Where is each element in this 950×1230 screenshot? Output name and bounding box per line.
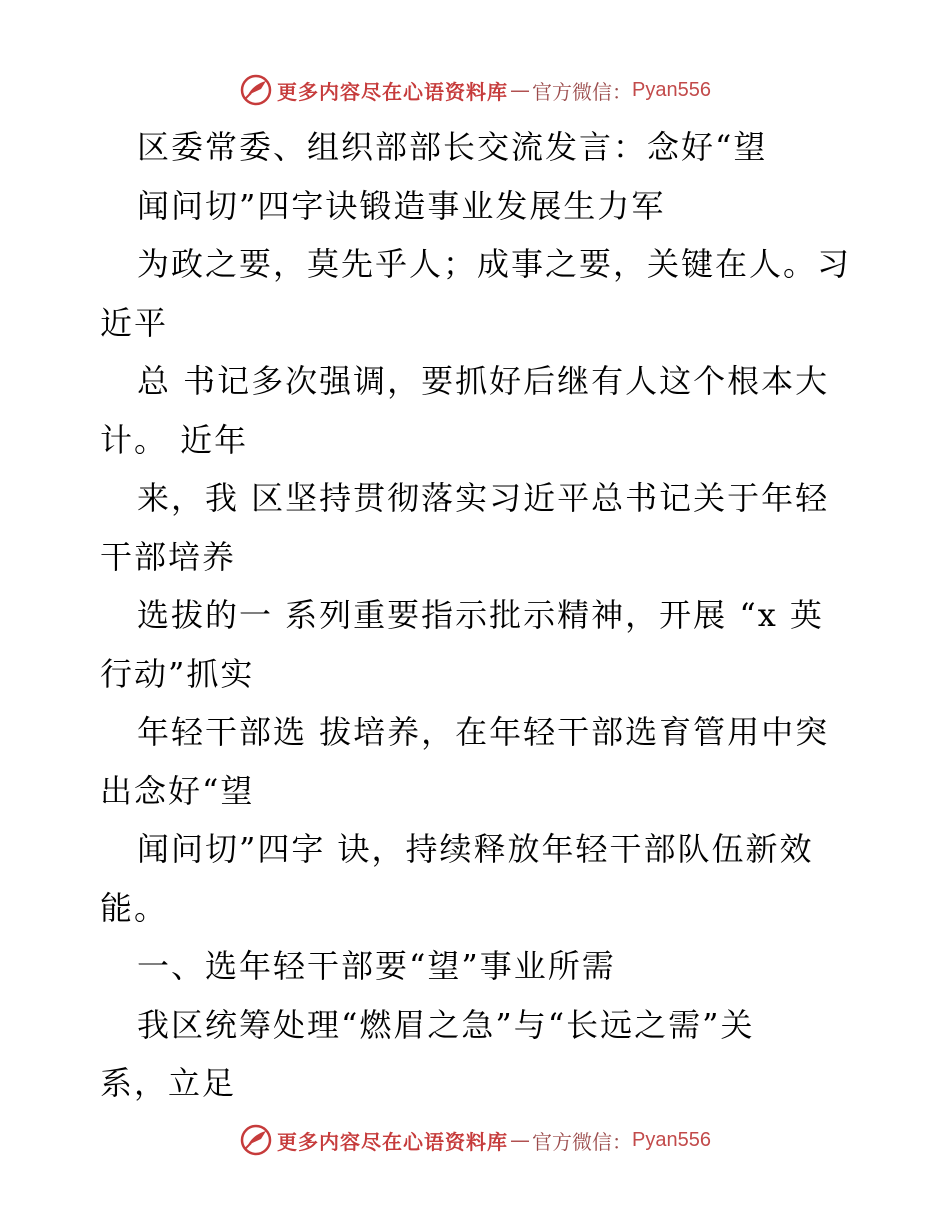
watermark-dash: —: [510, 78, 531, 102]
text-line: 区委常委、组织部部长交流发言：念好“望: [137, 128, 768, 166]
footer-watermark: [0, 1120, 950, 1160]
text-line: 系，立足: [100, 1064, 237, 1102]
text-line: 闻问切”四字 诀，持续释放年轻干部队伍新效: [137, 830, 814, 868]
text-line: 行动”抓实: [100, 654, 255, 693]
text-line: 年轻干部选 拔培养，在年轻干部选育管用中突: [137, 713, 830, 751]
pen-logo-icon: [239, 73, 273, 107]
pen-logo-icon: [239, 1123, 273, 1157]
text-line: 干部培养: [100, 537, 237, 576]
text-line: 为政之要，莫先乎人；成事之要，关键在人。习: [137, 245, 852, 283]
watermark-contact-id: Pyan556: [632, 78, 711, 101]
text-line: 来，我 区坚持贯彻落实习近平总书记关于年轻: [137, 479, 830, 517]
text-line: 出念好“望: [100, 771, 255, 810]
text-line: 我区统筹处理“燃眉之急”与“长远之需”关: [137, 1005, 755, 1044]
text-line: 选拔的一 系列重要指示批示精神，开展 “x 英: [137, 596, 824, 634]
watermark-site-text: 更多内容尽在心语资料库: [277, 1129, 509, 1154]
watermark-dash: —: [510, 1128, 531, 1152]
watermark-site-text: 更多内容尽在心语资料库: [277, 79, 509, 104]
text-line: 一、选年轻干部要“望”事业所需: [137, 947, 616, 985]
text-line: 闻问切”四字诀锻造事业发展生力军: [137, 186, 666, 225]
header-watermark: [0, 70, 950, 110]
text-line: 近平: [100, 303, 169, 342]
document-body: [100, 118, 852, 1113]
watermark-contact-id: Pyan556: [632, 1128, 711, 1151]
watermark-contact-label: 官方微信：: [532, 79, 633, 104]
text-line: 总 书记多次强调，要抓好后继有人这个根本大: [137, 362, 830, 400]
watermark-contact-label: 官方微信：: [532, 1129, 633, 1154]
text-line: 计。 近年: [100, 420, 249, 459]
text-line: 能。: [100, 888, 169, 927]
